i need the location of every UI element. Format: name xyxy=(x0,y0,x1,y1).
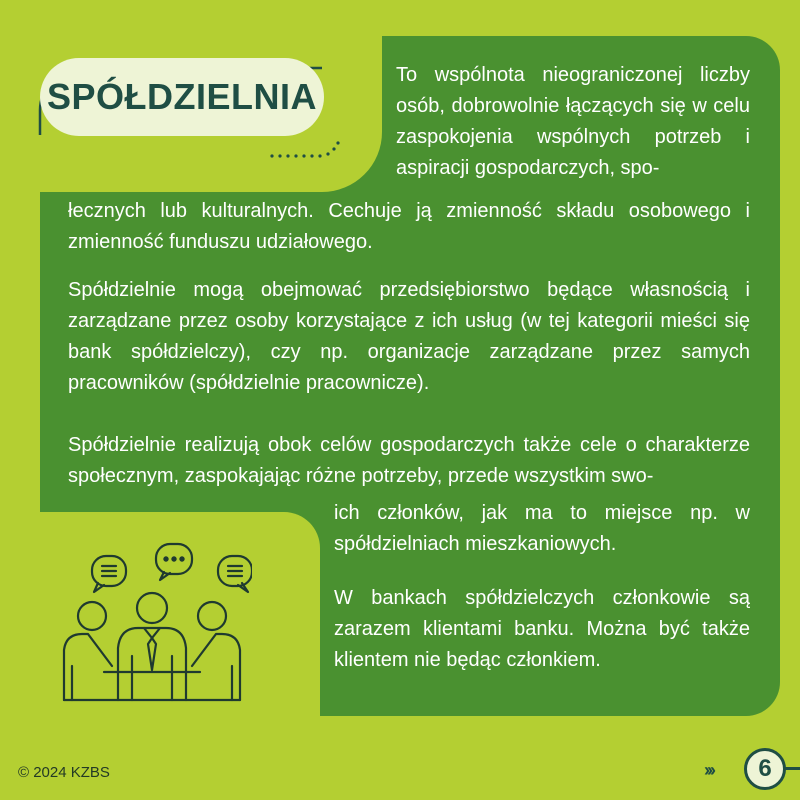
page-title: SPÓŁDZIELNIA xyxy=(46,76,317,117)
goals-paragraph-bottom: ich członków, jak ma to miejsce np. w spółdzielniach mieszkaniowych. xyxy=(334,502,750,555)
banks-paragraph: W bankach spółdzielczych członkowie są zarazem klientami banku. Można być także klientem nie będąc członkiem. xyxy=(334,587,750,671)
title-badge xyxy=(40,58,324,136)
goals-paragraph-top: Spółdzielnie realizują obok celów gospodarczych także cele o charakterze społecznym, zaspokajając różne potrzeby, przede wszystkim swo- xyxy=(68,434,750,487)
next-chevrons-icon: ››› xyxy=(704,760,713,780)
definition-paragraph-bottom: łecznych lub kulturalnych. Cechuje ją zmienność składu osobowego i zmienność funduszu udziałowego. xyxy=(68,200,750,253)
scope-paragraph: Spółdzielnie mogą obejmować przedsiębiorstwo będące własnością i zarządzane przez osoby korzystające z ich usług (w tej kategorii mieści się bank spółdzielczy), czy np. organizacje zarządzane przez samych pracowników (spółdzielnie pracownicze). xyxy=(68,279,750,394)
people-discussion-icon xyxy=(52,540,252,710)
page-number-badge xyxy=(744,748,786,790)
chat-bubble-icon xyxy=(92,556,126,592)
copyright-text: © 2024 KZBS xyxy=(18,764,110,781)
definition-paragraph-top: To wspólnota nieograniczonej liczby osób, dobrowolnie łączących się w celu zaspokojenia wspólnych potrzeb i aspiracji gospodarczych, spo- xyxy=(396,64,750,179)
page-number-line xyxy=(783,767,800,770)
page-number: 6 xyxy=(758,755,772,782)
